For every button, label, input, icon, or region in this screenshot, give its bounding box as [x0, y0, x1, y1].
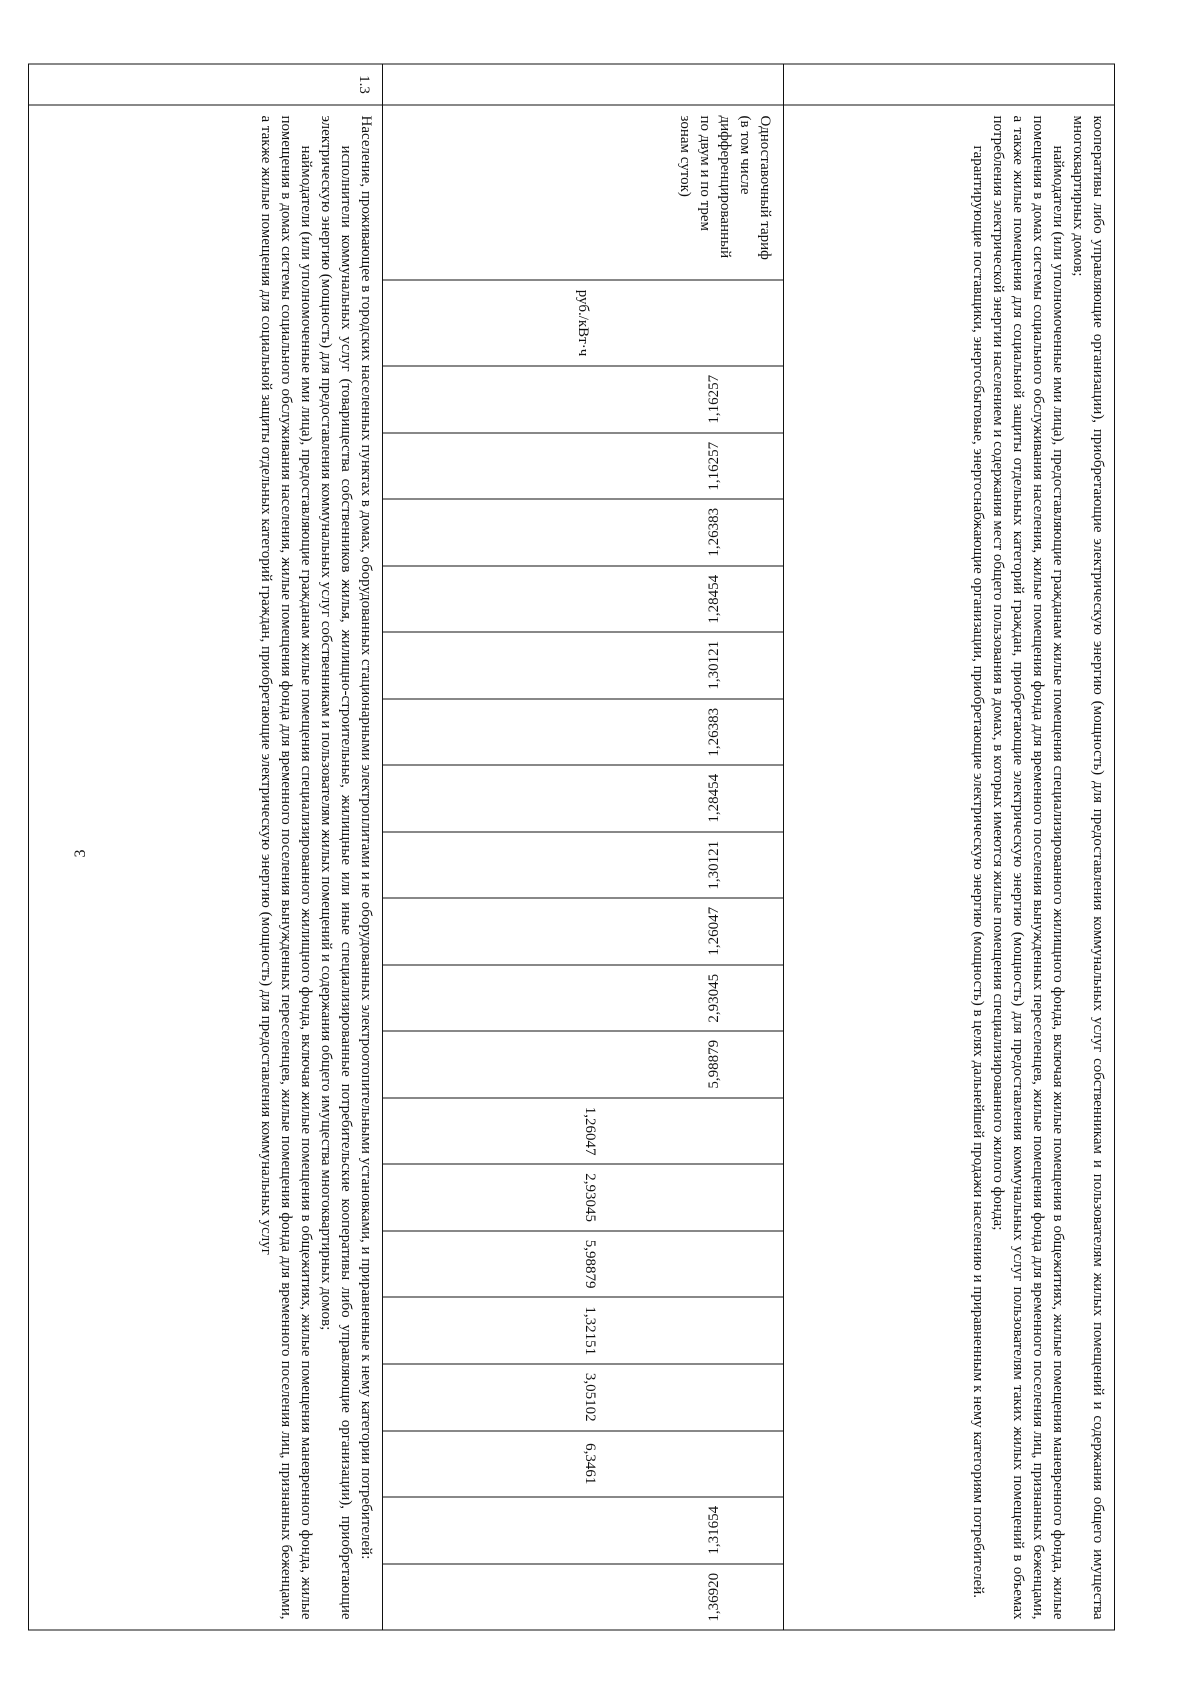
tariff-values	[383, 366, 783, 1630]
tariff-value: 1,26383	[706, 507, 722, 557]
tariff-value: 6,3461	[582, 1443, 598, 1485]
tariff-value-cell	[383, 1363, 783, 1430]
tariff-value-cell	[383, 1031, 783, 1098]
tariff-value: 1,26047	[706, 907, 722, 956]
continuation-text-cell	[784, 105, 1114, 1630]
tariff-value: 5,98879	[706, 1040, 722, 1089]
table-row-section-1-3	[29, 65, 383, 1630]
tariff-value: 1,16257	[706, 441, 722, 491]
tariff-value-cell	[383, 831, 783, 898]
tariff-value-cell	[383, 1230, 783, 1297]
row-number-cell	[784, 65, 1114, 105]
tariff-value: 1,36920	[706, 1572, 722, 1622]
paragraph: наймодатели (или уполномоченные ими лица), предоставляющие гражданам жилые помещения специализированного жилищного фонда, включая жилые помещения в общежитиях, жилые помещения маневренного фонда, жилые помещения в домах системы социального обслуживания населения, жилые помещения фонда для временного поселения вынужденных переселенцев, жилые помещения фонда для временного поселения лиц, признанных беженцами, а также жилые помещения для социальной защиты отдельных категорий граждан, приобретающие электрическую энергию (мощность) для предоставления коммунальных услуг	[258, 115, 314, 1620]
unit-label: руб./кВт·ч	[575, 289, 592, 357]
row-number-cell	[383, 65, 783, 105]
paragraph: кооперативы либо управляющие организации), приобретающие электрическую энергию (мощность) для предоставления коммунальных услуг собственникам и пользователям жилых помещений и содержания общего имущества многоквартирных домов;	[1070, 115, 1106, 1620]
tariff-value: 1,31654	[706, 1505, 722, 1555]
tariff-value: 2,93045	[582, 1173, 598, 1223]
tariff-value: 1,30121	[706, 840, 722, 890]
tariff-value-cell	[383, 432, 783, 499]
table-row-continuation	[784, 65, 1114, 1630]
paragraph: гарантирующие поставщики, энергосбытовые, энергоснабжающие организации, приобретающие электрическую энергию (мощность) в целях дальнейшей продажи населению и приравненным к нему категориям потребителей.	[970, 145, 986, 1599]
tariff-value: 1,16257	[706, 374, 722, 424]
paragraph: Население, проживающее в городских населенных пунктах в домах, оборудованных стационарными электроплитами и не оборудованных электроотопительными установками, и приравненные к нему категории потребителей:	[358, 115, 374, 1560]
tariff-value-cell	[383, 499, 783, 566]
section-text-cell	[29, 105, 382, 1630]
tariff-value-cell	[383, 1164, 783, 1231]
tariff-value-cell	[383, 1563, 783, 1630]
tariff-table	[28, 64, 1115, 1631]
tariff-label-cell: Одноставочный тариф (в том числе дифференцированный по двум и по трем зонам суток)	[383, 105, 783, 280]
tariff-value-cell	[383, 366, 783, 433]
tariff-value: 1,30121	[706, 641, 722, 690]
tariff-value-cell	[383, 765, 783, 832]
tariff-value-cell	[383, 1097, 783, 1164]
tariff-value-cell	[383, 964, 783, 1031]
tariff-value: 1,26047	[582, 1106, 598, 1156]
paragraph: наймодатели (или уполномоченные ими лица), предоставляющие гражданам жилые помещения специализированного жилищного фонда, включая жилые помещения в общежитиях, жилые помещения маневренного фонда, жилые помещения в домах системы социального обслуживания населения, жилые помещения фонда для временного поселения вынужденных переселенцев, жилые помещения фонда для временного поселения лиц, признанных беженцами, а также жилые помещения для социальной защиты отдельных категорий граждан, приобретающие электрическую энергию (мощность) для предоставления коммунальных услуг пользователям таких жилых помещений в объемах потребления электрической энергии населением и содержания мест общего пользования в домах, в которых имеются жилые помещения специализированного жилого фонда;	[990, 115, 1066, 1620]
tariff-value: 1,28454	[706, 574, 722, 624]
paragraph: исполнители коммунальных услуг (товарищества собственников жилья, жилищно-строительные, жилищные или иные специализированные потребительские кооперативы либо управляющие организации), приобретающие электрическую энергию (мощность) для предоставления коммунальных услуг собственникам и пользователям жилых помещений и содержания общего имущества многоквартирных домов;	[318, 115, 354, 1620]
tariff-value-cell	[383, 698, 783, 765]
tariff-value-cell	[383, 898, 783, 965]
tariff-value: 5,98879	[582, 1239, 598, 1289]
section-number: 1.3	[356, 75, 372, 94]
tariff-value: 1,28454	[706, 774, 722, 823]
tariff-value: 1,32151	[582, 1306, 598, 1356]
unit-cell	[383, 280, 783, 366]
tariff-value: 2,93045	[706, 973, 722, 1023]
tariff-value-cell	[383, 565, 783, 632]
tariff-value-cell	[383, 1297, 783, 1364]
page-number: 3	[72, 849, 89, 858]
tariff-value-cell	[383, 1430, 783, 1497]
tariff-value: 3,05102	[582, 1372, 598, 1422]
tariff-value-cell	[383, 1497, 783, 1564]
tariff-value: 1,26383	[706, 707, 722, 757]
tariff-value-cell	[383, 632, 783, 699]
table-row-tariff	[383, 65, 784, 1630]
